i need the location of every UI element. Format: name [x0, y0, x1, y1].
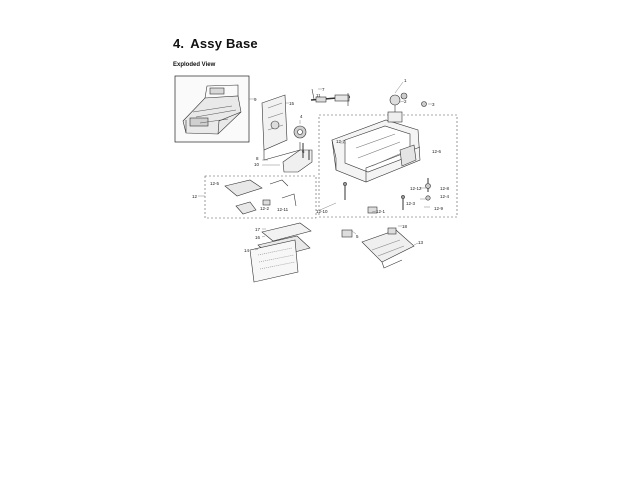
- callout-2: 2: [404, 99, 407, 104]
- callout-3: 3: [432, 102, 435, 107]
- callout-18: 18: [402, 224, 408, 229]
- callout-12-6: 12-6: [432, 149, 442, 154]
- gear-part: [294, 126, 306, 138]
- callout-10: 10: [254, 162, 260, 167]
- callout-12-4: 12-4: [440, 194, 450, 199]
- callout-11: 11: [316, 93, 321, 98]
- callout-7: 7: [322, 87, 325, 92]
- callout-12-3: 12-3: [406, 201, 416, 206]
- callout-12-12: 12-12: [410, 186, 422, 191]
- callout-12-9: 12-9: [434, 206, 444, 211]
- callout-1: 1: [404, 78, 407, 83]
- callout-9: 9: [254, 97, 257, 102]
- callout-12-11: 12-11: [277, 207, 289, 212]
- callout-12-7: 12-7: [336, 139, 346, 144]
- callout-17: 17: [255, 227, 261, 232]
- side-bracket-part: [262, 95, 300, 160]
- callout-12: 12: [192, 194, 198, 199]
- sub-assembly-12-dashed-group: [205, 176, 316, 218]
- callout-16: 16: [255, 235, 261, 240]
- callout-12-10: 12-10: [316, 209, 328, 214]
- callout-5: 5: [356, 234, 359, 239]
- bottom-bracket-part: [362, 228, 414, 268]
- callout-13: 13: [418, 240, 424, 245]
- callout-14: 14: [244, 248, 250, 253]
- callout-8: 8: [256, 156, 259, 161]
- callout-12-1: 12-1: [376, 209, 386, 214]
- section-title: Assy Base: [190, 36, 258, 51]
- base-frame-part: [332, 95, 420, 182]
- callout-12-8: 12-8: [440, 186, 450, 191]
- assembled-view-inset: [175, 76, 249, 142]
- callout-15: 15: [289, 101, 295, 106]
- callout-4: 4: [300, 114, 303, 119]
- callout-12-2: 12-2: [260, 206, 270, 211]
- section-number: 4.: [173, 36, 185, 51]
- exploded-view-label: Exploded View: [173, 62, 216, 68]
- callout-6: 6: [302, 149, 305, 154]
- pad-part: [342, 230, 352, 237]
- callout-12-5: 12-5: [210, 181, 220, 186]
